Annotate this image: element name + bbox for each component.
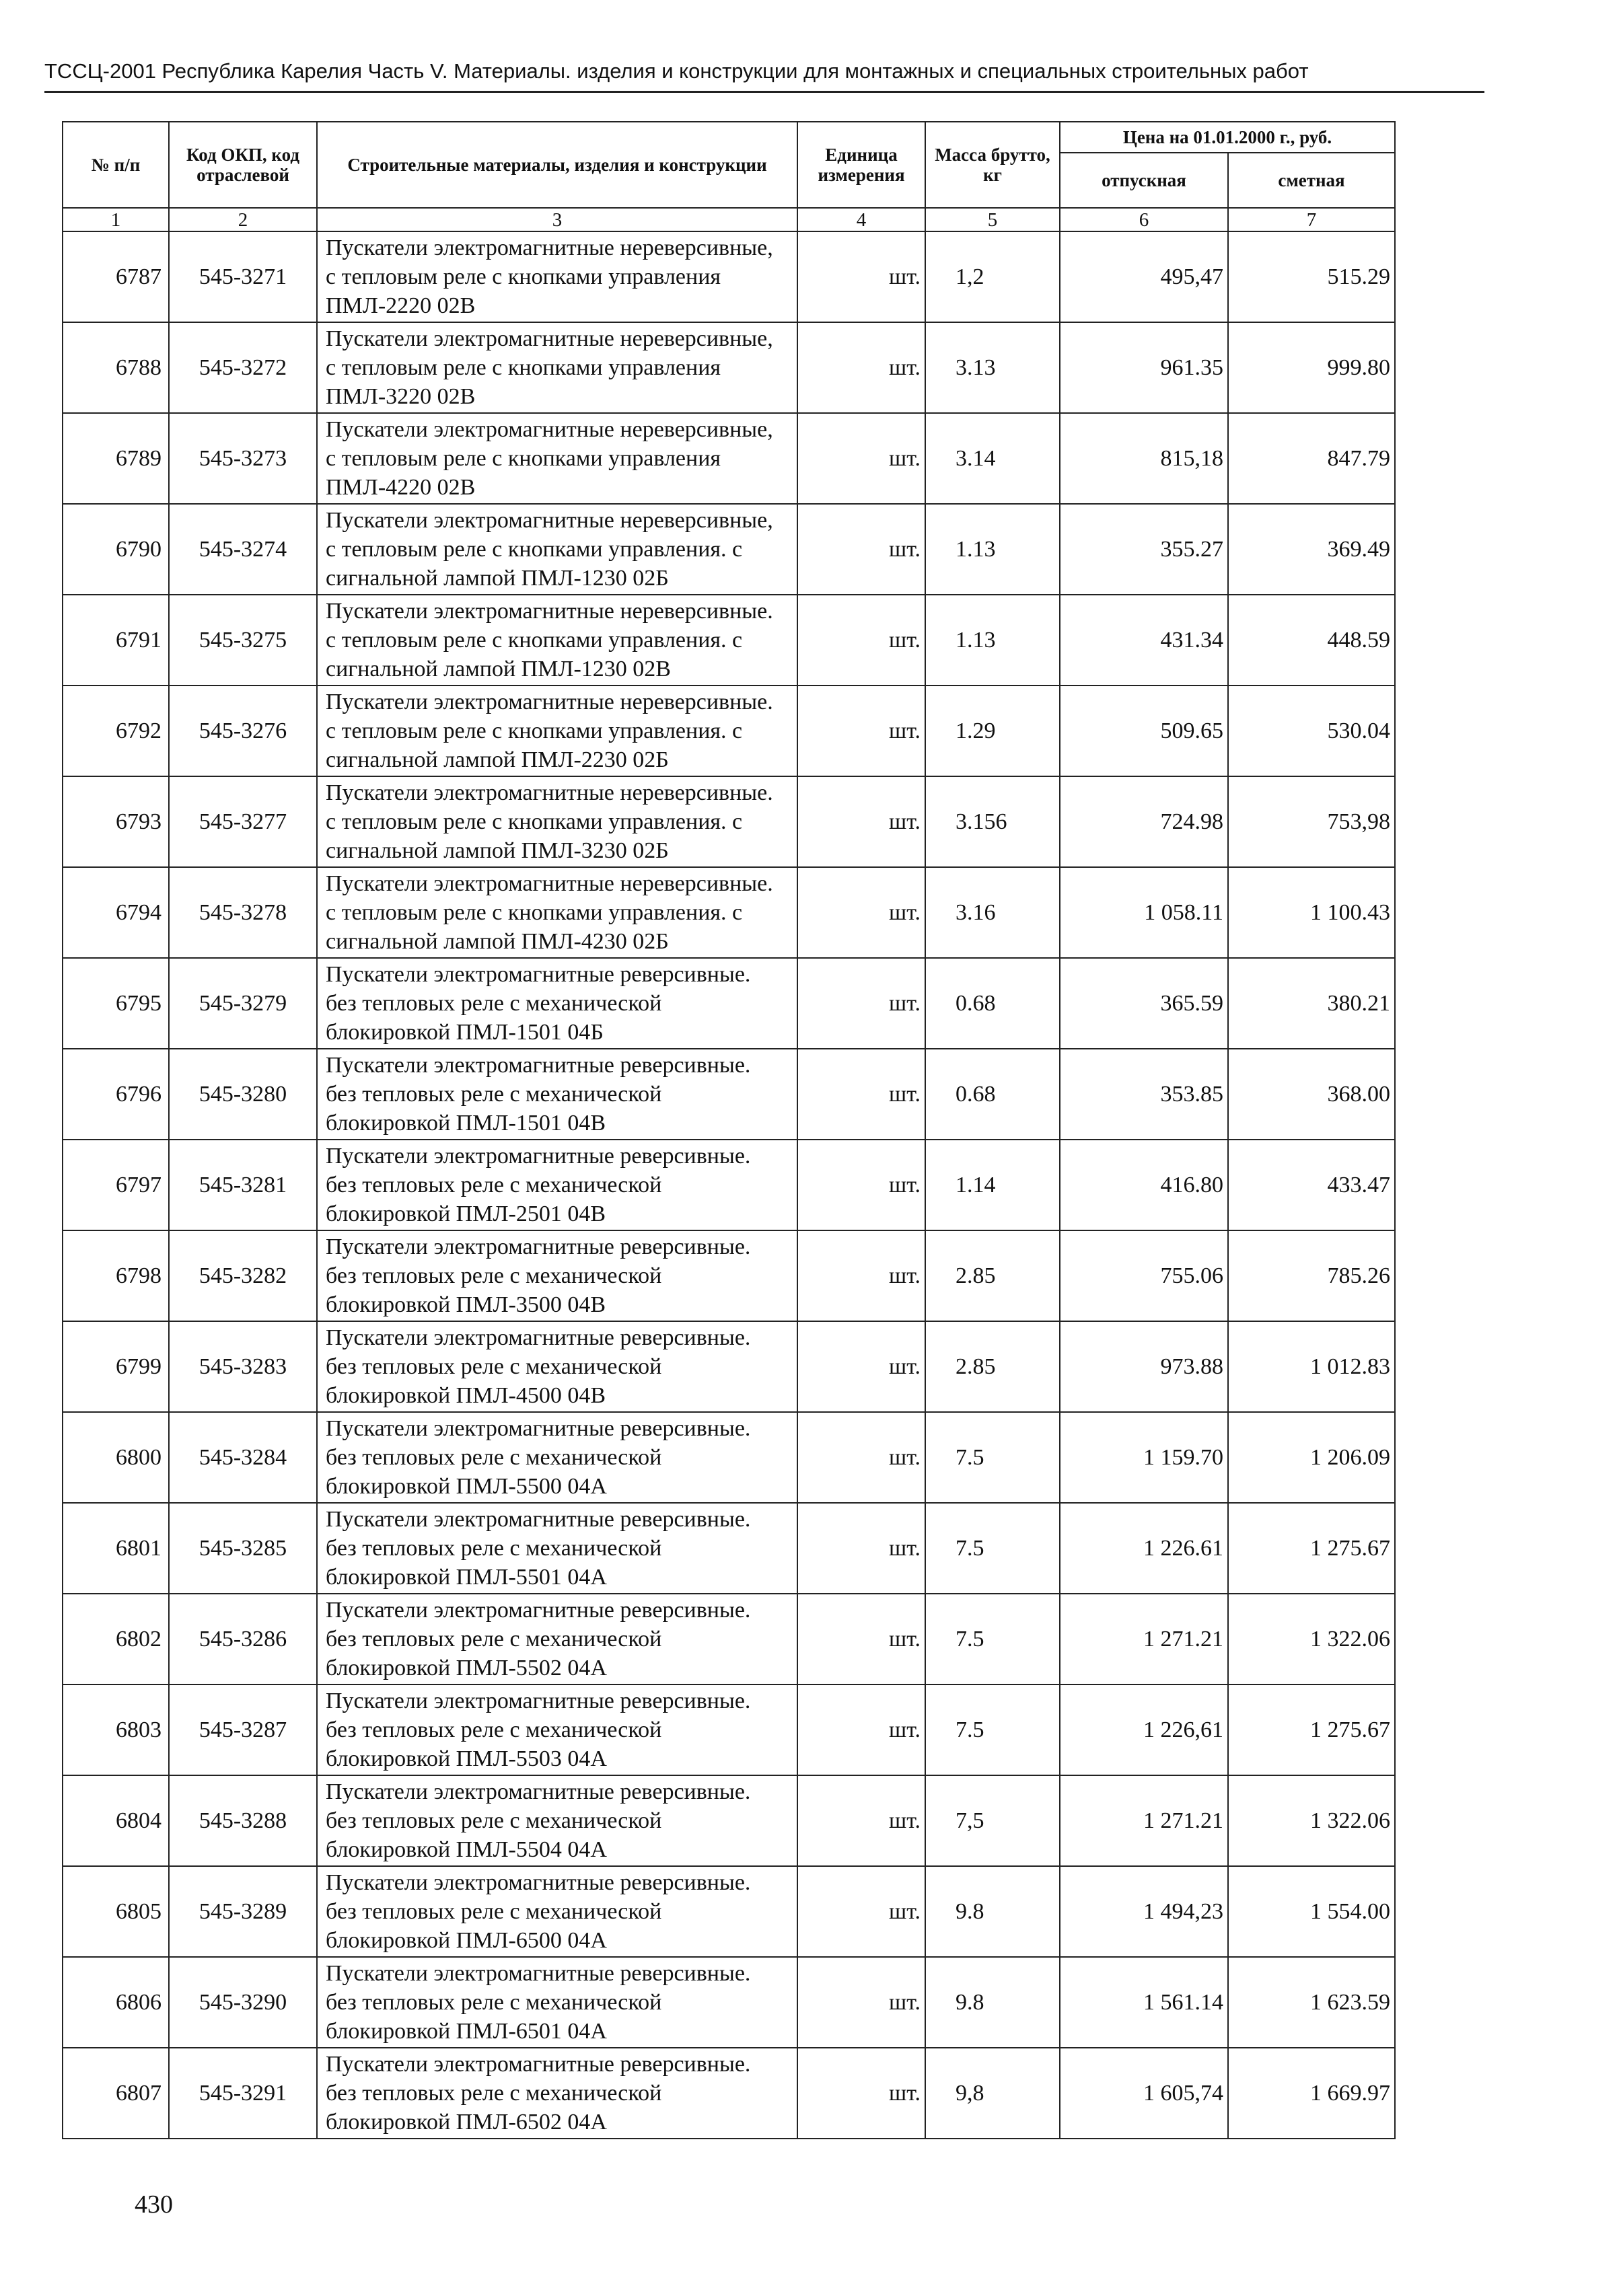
okp-code: 545-3278 [169, 867, 317, 958]
unit-of-measure: шт. [797, 1684, 925, 1775]
description-line: сигнальной лампой ПМЛ-3230 02Б [326, 838, 669, 863]
okp-code: 545-3287 [169, 1684, 317, 1775]
table-row [63, 1957, 1395, 2048]
okp-code: 545-3279 [169, 958, 317, 1049]
release-price: 724.98 [1060, 776, 1228, 867]
description-line: с тепловым реле с кнопками управления. с [326, 628, 743, 653]
description-line: Пускатели электромагнитные нереверсивные. [326, 871, 773, 896]
column-number: 5 [925, 208, 1060, 231]
description-line: блокировкой ПМЛ-6500 04А [326, 1928, 607, 1953]
estimate-price: 1 206.09 [1228, 1412, 1395, 1503]
row-number: 6803 [63, 1684, 169, 1775]
table-row [63, 1230, 1395, 1321]
description-line: блокировкой ПМЛ-3500 04В [326, 1292, 606, 1317]
release-price: 431.34 [1060, 595, 1228, 686]
estimate-price: 753,98 [1228, 776, 1395, 867]
description-line: ПМЛ-4220 02В [326, 475, 476, 500]
description-line: без тепловых реле с механической [326, 1082, 662, 1107]
release-price: 355.27 [1060, 504, 1228, 595]
description-line: с тепловым реле с кнопками управления [326, 264, 721, 289]
description-line: без тепловых реле с механической [326, 991, 662, 1016]
release-price: 1 226,61 [1060, 1684, 1228, 1775]
okp-code: 545-3291 [169, 2048, 317, 2139]
description-line: ПМЛ-2220 02В [326, 293, 476, 318]
table-row [63, 1866, 1395, 1957]
okp-code: 545-3271 [169, 231, 317, 322]
material-description [317, 322, 797, 413]
description-line: с тепловым реле с кнопками управления. с [326, 718, 743, 743]
unit-of-measure: шт. [797, 413, 925, 504]
description-line: с тепловым реле с кнопками управления [326, 446, 721, 471]
description-line: Пускатели электромагнитные реверсивные. [326, 2052, 751, 2077]
description-line: Пускатели электромагнитные нереверсивные, [326, 508, 773, 533]
estimate-price: 999.80 [1228, 322, 1395, 413]
description-line: Пускатели электромагнитные нереверсивные. [326, 599, 773, 624]
description-line: сигнальной лампой ПМЛ-2230 02Б [326, 747, 669, 772]
description-line: блокировкой ПМЛ-1501 04В [326, 1111, 606, 1136]
okp-code: 545-3282 [169, 1230, 317, 1321]
material-description [317, 1775, 797, 1866]
row-number: 6793 [63, 776, 169, 867]
unit-of-measure: шт. [797, 1594, 925, 1684]
table-row [63, 1140, 1395, 1230]
description-line: сигнальной лампой ПМЛ-4230 02Б [326, 929, 669, 954]
estimate-price: 1 322.06 [1228, 1775, 1395, 1866]
release-price: 1 226.61 [1060, 1503, 1228, 1594]
table-row [63, 776, 1395, 867]
description-line: Пускатели электромагнитные реверсивные. [326, 1053, 751, 1078]
description-line: без тепловых реле с механической [326, 1899, 662, 1924]
table-row [63, 1684, 1395, 1775]
okp-code: 545-3281 [169, 1140, 317, 1230]
release-price: 755.06 [1060, 1230, 1228, 1321]
gross-mass: 7.5 [925, 1594, 1060, 1684]
description-line: Пускатели электромагнитные реверсивные. [326, 1689, 751, 1713]
estimate-price: 369.49 [1228, 504, 1395, 595]
okp-code: 545-3288 [169, 1775, 317, 1866]
row-number: 6804 [63, 1775, 169, 1866]
header-okp-code: Код ОКП, код отраслевой [169, 122, 317, 208]
unit-of-measure: шт. [797, 2048, 925, 2139]
unit-of-measure: шт. [797, 595, 925, 686]
unit-of-measure: шт. [797, 1049, 925, 1140]
table-row [63, 1049, 1395, 1140]
header-num: № п/п [63, 122, 169, 208]
material-description [317, 504, 797, 595]
description-line: без тепловых реле с механической [326, 2081, 662, 2106]
description-line: Пускатели электромагнитные нереверсивные, [326, 417, 773, 442]
row-number: 6806 [63, 1957, 169, 2048]
okp-code: 545-3280 [169, 1049, 317, 1140]
description-line: Пускатели электромагнитные нереверсивные. [326, 690, 773, 714]
unit-of-measure: шт. [797, 776, 925, 867]
row-number: 6796 [63, 1049, 169, 1140]
description-line: Пускатели электромагнитные реверсивные. [326, 1507, 751, 1532]
description-line: без тепловых реле с механической [326, 1627, 662, 1652]
gross-mass: 3.14 [925, 413, 1060, 504]
material-description [317, 686, 797, 776]
release-price: 416.80 [1060, 1140, 1228, 1230]
description-line: блокировкой ПМЛ-5504 04А [326, 1837, 607, 1862]
estimate-price: 1 012.83 [1228, 1321, 1395, 1412]
description-line: Пускатели электромагнитные реверсивные. [326, 1416, 751, 1441]
table-row [63, 1412, 1395, 1503]
column-number: 6 [1060, 208, 1228, 231]
description-line: Пускатели электромагнитные реверсивные. [326, 1325, 751, 1350]
gross-mass: 3.156 [925, 776, 1060, 867]
gross-mass: 1.13 [925, 595, 1060, 686]
material-description [317, 231, 797, 322]
okp-code: 545-3284 [169, 1412, 317, 1503]
description-line: без тепловых реле с механической [326, 1263, 662, 1288]
description-line: блокировкой ПМЛ-2501 04В [326, 1201, 606, 1226]
estimate-price: 1 623.59 [1228, 1957, 1395, 2048]
unit-of-measure: шт. [797, 1412, 925, 1503]
material-description [317, 776, 797, 867]
row-number: 6807 [63, 2048, 169, 2139]
running-header: ТССЦ-2001 Республика Карелия Часть V. Материалы. изделия и конструкции для монтажных и специальных строительных работ [44, 59, 1309, 83]
description-line: с тепловым реле с кнопками управления. с [326, 900, 743, 925]
gross-mass: 3.16 [925, 867, 1060, 958]
material-description [317, 867, 797, 958]
gross-mass: 0.68 [925, 1049, 1060, 1140]
row-number: 6791 [63, 595, 169, 686]
gross-mass: 7.5 [925, 1412, 1060, 1503]
release-price: 961.35 [1060, 322, 1228, 413]
material-description [317, 1412, 797, 1503]
table-row [63, 504, 1395, 595]
gross-mass: 9.8 [925, 1866, 1060, 1957]
okp-code: 545-3274 [169, 504, 317, 595]
material-description [317, 1866, 797, 1957]
description-line: Пускатели электромагнитные реверсивные. [326, 1870, 751, 1895]
description-line: без тепловых реле с механической [326, 1536, 662, 1561]
release-price: 1 058.11 [1060, 867, 1228, 958]
header-material-name: Строительные материалы, изделия и конструкции [317, 122, 797, 208]
header-mass: Масса брутто, кг [925, 122, 1060, 208]
estimate-price: 1 554.00 [1228, 1866, 1395, 1957]
description-line: блокировкой ПМЛ-4500 04В [326, 1383, 606, 1408]
gross-mass: 9.8 [925, 1957, 1060, 2048]
column-number: 1 [63, 208, 169, 231]
header-price-release: отпускная [1060, 153, 1228, 208]
column-number: 2 [169, 208, 317, 231]
description-line: Пускатели электромагнитные реверсивные. [326, 1598, 751, 1623]
material-description [317, 1594, 797, 1684]
row-number: 6787 [63, 231, 169, 322]
material-description [317, 1957, 797, 2048]
gross-mass: 7.5 [925, 1503, 1060, 1594]
description-line: без тепловых реле с механической [326, 1990, 662, 2015]
table-row [63, 231, 1395, 322]
estimate-price: 368.00 [1228, 1049, 1395, 1140]
release-price: 509.65 [1060, 686, 1228, 776]
description-line: блокировкой ПМЛ-5503 04А [326, 1746, 607, 1771]
estimate-price: 380.21 [1228, 958, 1395, 1049]
row-number: 6798 [63, 1230, 169, 1321]
description-line: Пускатели электромагнитные реверсивные. [326, 1144, 751, 1169]
page-number: 430 [135, 2190, 173, 2219]
gross-mass: 2.85 [925, 1321, 1060, 1412]
table-row [63, 322, 1395, 413]
unit-of-measure: шт. [797, 1866, 925, 1957]
unit-of-measure: шт. [797, 231, 925, 322]
description-line: Пускатели электромагнитные реверсивные. [326, 962, 751, 987]
unit-of-measure: шт. [797, 1140, 925, 1230]
release-price: 1 561.14 [1060, 1957, 1228, 2048]
estimate-price: 1 100.43 [1228, 867, 1395, 958]
gross-mass: 1.14 [925, 1140, 1060, 1230]
okp-code: 545-3273 [169, 413, 317, 504]
estimate-price: 530.04 [1228, 686, 1395, 776]
unit-of-measure: шт. [797, 867, 925, 958]
description-line: блокировкой ПМЛ-6501 04А [326, 2019, 607, 2044]
material-description [317, 413, 797, 504]
table-row [63, 2048, 1395, 2139]
unit-of-measure: шт. [797, 322, 925, 413]
okp-code: 545-3285 [169, 1503, 317, 1594]
description-line: Пускатели электромагнитные реверсивные. [326, 1961, 751, 1986]
column-number: 4 [797, 208, 925, 231]
unit-of-measure: шт. [797, 1230, 925, 1321]
estimate-price: 1 275.67 [1228, 1503, 1395, 1594]
header-price-group: Цена на 01.01.2000 г., руб. [1060, 122, 1395, 153]
unit-of-measure: шт. [797, 1775, 925, 1866]
material-description [317, 2048, 797, 2139]
description-line: сигнальной лампой ПМЛ-1230 02Б [326, 566, 669, 591]
estimate-price: 448.59 [1228, 595, 1395, 686]
row-number: 6790 [63, 504, 169, 595]
okp-code: 545-3272 [169, 322, 317, 413]
gross-mass: 9,8 [925, 2048, 1060, 2139]
okp-code: 545-3289 [169, 1866, 317, 1957]
material-description [317, 1321, 797, 1412]
unit-of-measure: шт. [797, 1503, 925, 1594]
description-line: Пускатели электромагнитные реверсивные. [326, 1234, 751, 1259]
material-description [317, 595, 797, 686]
material-description [317, 958, 797, 1049]
table-row [63, 1594, 1395, 1684]
unit-of-measure: шт. [797, 686, 925, 776]
unit-of-measure: шт. [797, 1321, 925, 1412]
okp-code: 545-3275 [169, 595, 317, 686]
description-line: с тепловым реле с кнопками управления [326, 355, 721, 380]
estimate-price: 847.79 [1228, 413, 1395, 504]
description-line: без тепловых реле с механической [326, 1173, 662, 1197]
release-price: 815,18 [1060, 413, 1228, 504]
description-line: ПМЛ-3220 02В [326, 384, 476, 409]
material-description [317, 1684, 797, 1775]
description-line: с тепловым реле с кнопками управления. с [326, 809, 743, 834]
estimate-price: 1 275.67 [1228, 1684, 1395, 1775]
row-number: 6795 [63, 958, 169, 1049]
okp-code: 545-3286 [169, 1594, 317, 1684]
header-unit: Единица измерения [797, 122, 925, 208]
estimate-price: 1 669.97 [1228, 2048, 1395, 2139]
table-row [63, 595, 1395, 686]
release-price: 495,47 [1060, 231, 1228, 322]
release-price: 1 271.21 [1060, 1775, 1228, 1866]
header-rule [44, 91, 1484, 93]
row-number: 6797 [63, 1140, 169, 1230]
table-row [63, 686, 1395, 776]
description-line: сигнальной лампой ПМЛ-1230 02В [326, 657, 671, 681]
gross-mass: 0.68 [925, 958, 1060, 1049]
description-line: Пускатели электромагнитные нереверсивные. [326, 780, 773, 805]
okp-code: 545-3277 [169, 776, 317, 867]
okp-code: 545-3290 [169, 1957, 317, 2048]
unit-of-measure: шт. [797, 958, 925, 1049]
gross-mass: 3.13 [925, 322, 1060, 413]
description-line: без тепловых реле с механической [326, 1445, 662, 1470]
column-number: 3 [317, 208, 797, 231]
okp-code: 545-3283 [169, 1321, 317, 1412]
description-line: без тепловых реле с механической [326, 1717, 662, 1742]
estimate-price: 1 322.06 [1228, 1594, 1395, 1684]
row-number: 6794 [63, 867, 169, 958]
gross-mass: 2.85 [925, 1230, 1060, 1321]
description-line: блокировкой ПМЛ-6502 04А [326, 2110, 607, 2135]
table-row [63, 413, 1395, 504]
release-price: 353.85 [1060, 1049, 1228, 1140]
row-number: 6799 [63, 1321, 169, 1412]
table-row [63, 1503, 1395, 1594]
material-description [317, 1503, 797, 1594]
description-line: блокировкой ПМЛ-5500 04А [326, 1474, 607, 1499]
row-number: 6792 [63, 686, 169, 776]
unit-of-measure: шт. [797, 504, 925, 595]
row-number: 6801 [63, 1503, 169, 1594]
material-description [317, 1049, 797, 1140]
unit-of-measure: шт. [797, 1957, 925, 2048]
table-row [63, 958, 1395, 1049]
row-number: 6800 [63, 1412, 169, 1503]
price-table [62, 121, 1396, 2139]
gross-mass: 7,5 [925, 1775, 1060, 1866]
material-description [317, 1230, 797, 1321]
description-line: блокировкой ПМЛ-5501 04А [326, 1565, 607, 1590]
estimate-price: 433.47 [1228, 1140, 1395, 1230]
table-row [63, 1321, 1395, 1412]
description-line: с тепловым реле с кнопками управления. с [326, 537, 743, 562]
description-line: без тепловых реле с механической [326, 1354, 662, 1379]
gross-mass: 1.13 [925, 504, 1060, 595]
table-row [63, 1775, 1395, 1866]
gross-mass: 1.29 [925, 686, 1060, 776]
release-price: 1 271.21 [1060, 1594, 1228, 1684]
release-price: 1 159.70 [1060, 1412, 1228, 1503]
release-price: 1 494,23 [1060, 1866, 1228, 1957]
description-line: Пускатели электромагнитные нереверсивные, [326, 326, 773, 351]
description-line: блокировкой ПМЛ-5502 04А [326, 1656, 607, 1680]
row-number: 6788 [63, 322, 169, 413]
row-number: 6802 [63, 1594, 169, 1684]
estimate-price: 785.26 [1228, 1230, 1395, 1321]
column-number: 7 [1228, 208, 1395, 231]
table-row [63, 867, 1395, 958]
description-line: без тепловых реле с механической [326, 1808, 662, 1833]
description-line: Пускатели электромагнитные нереверсивные, [326, 235, 773, 260]
table-body [63, 231, 1395, 2139]
release-price: 365.59 [1060, 958, 1228, 1049]
material-description [317, 1140, 797, 1230]
header-price-estimate: сметная [1228, 153, 1395, 208]
release-price: 973.88 [1060, 1321, 1228, 1412]
row-number: 6805 [63, 1866, 169, 1957]
row-number: 6789 [63, 413, 169, 504]
release-price: 1 605,74 [1060, 2048, 1228, 2139]
description-line: Пускатели электромагнитные реверсивные. [326, 1779, 751, 1804]
description-line: блокировкой ПМЛ-1501 04Б [326, 1020, 604, 1045]
estimate-price: 515.29 [1228, 231, 1395, 322]
okp-code: 545-3276 [169, 686, 317, 776]
column-number-row [63, 208, 1395, 231]
gross-mass: 1,2 [925, 231, 1060, 322]
gross-mass: 7.5 [925, 1684, 1060, 1775]
